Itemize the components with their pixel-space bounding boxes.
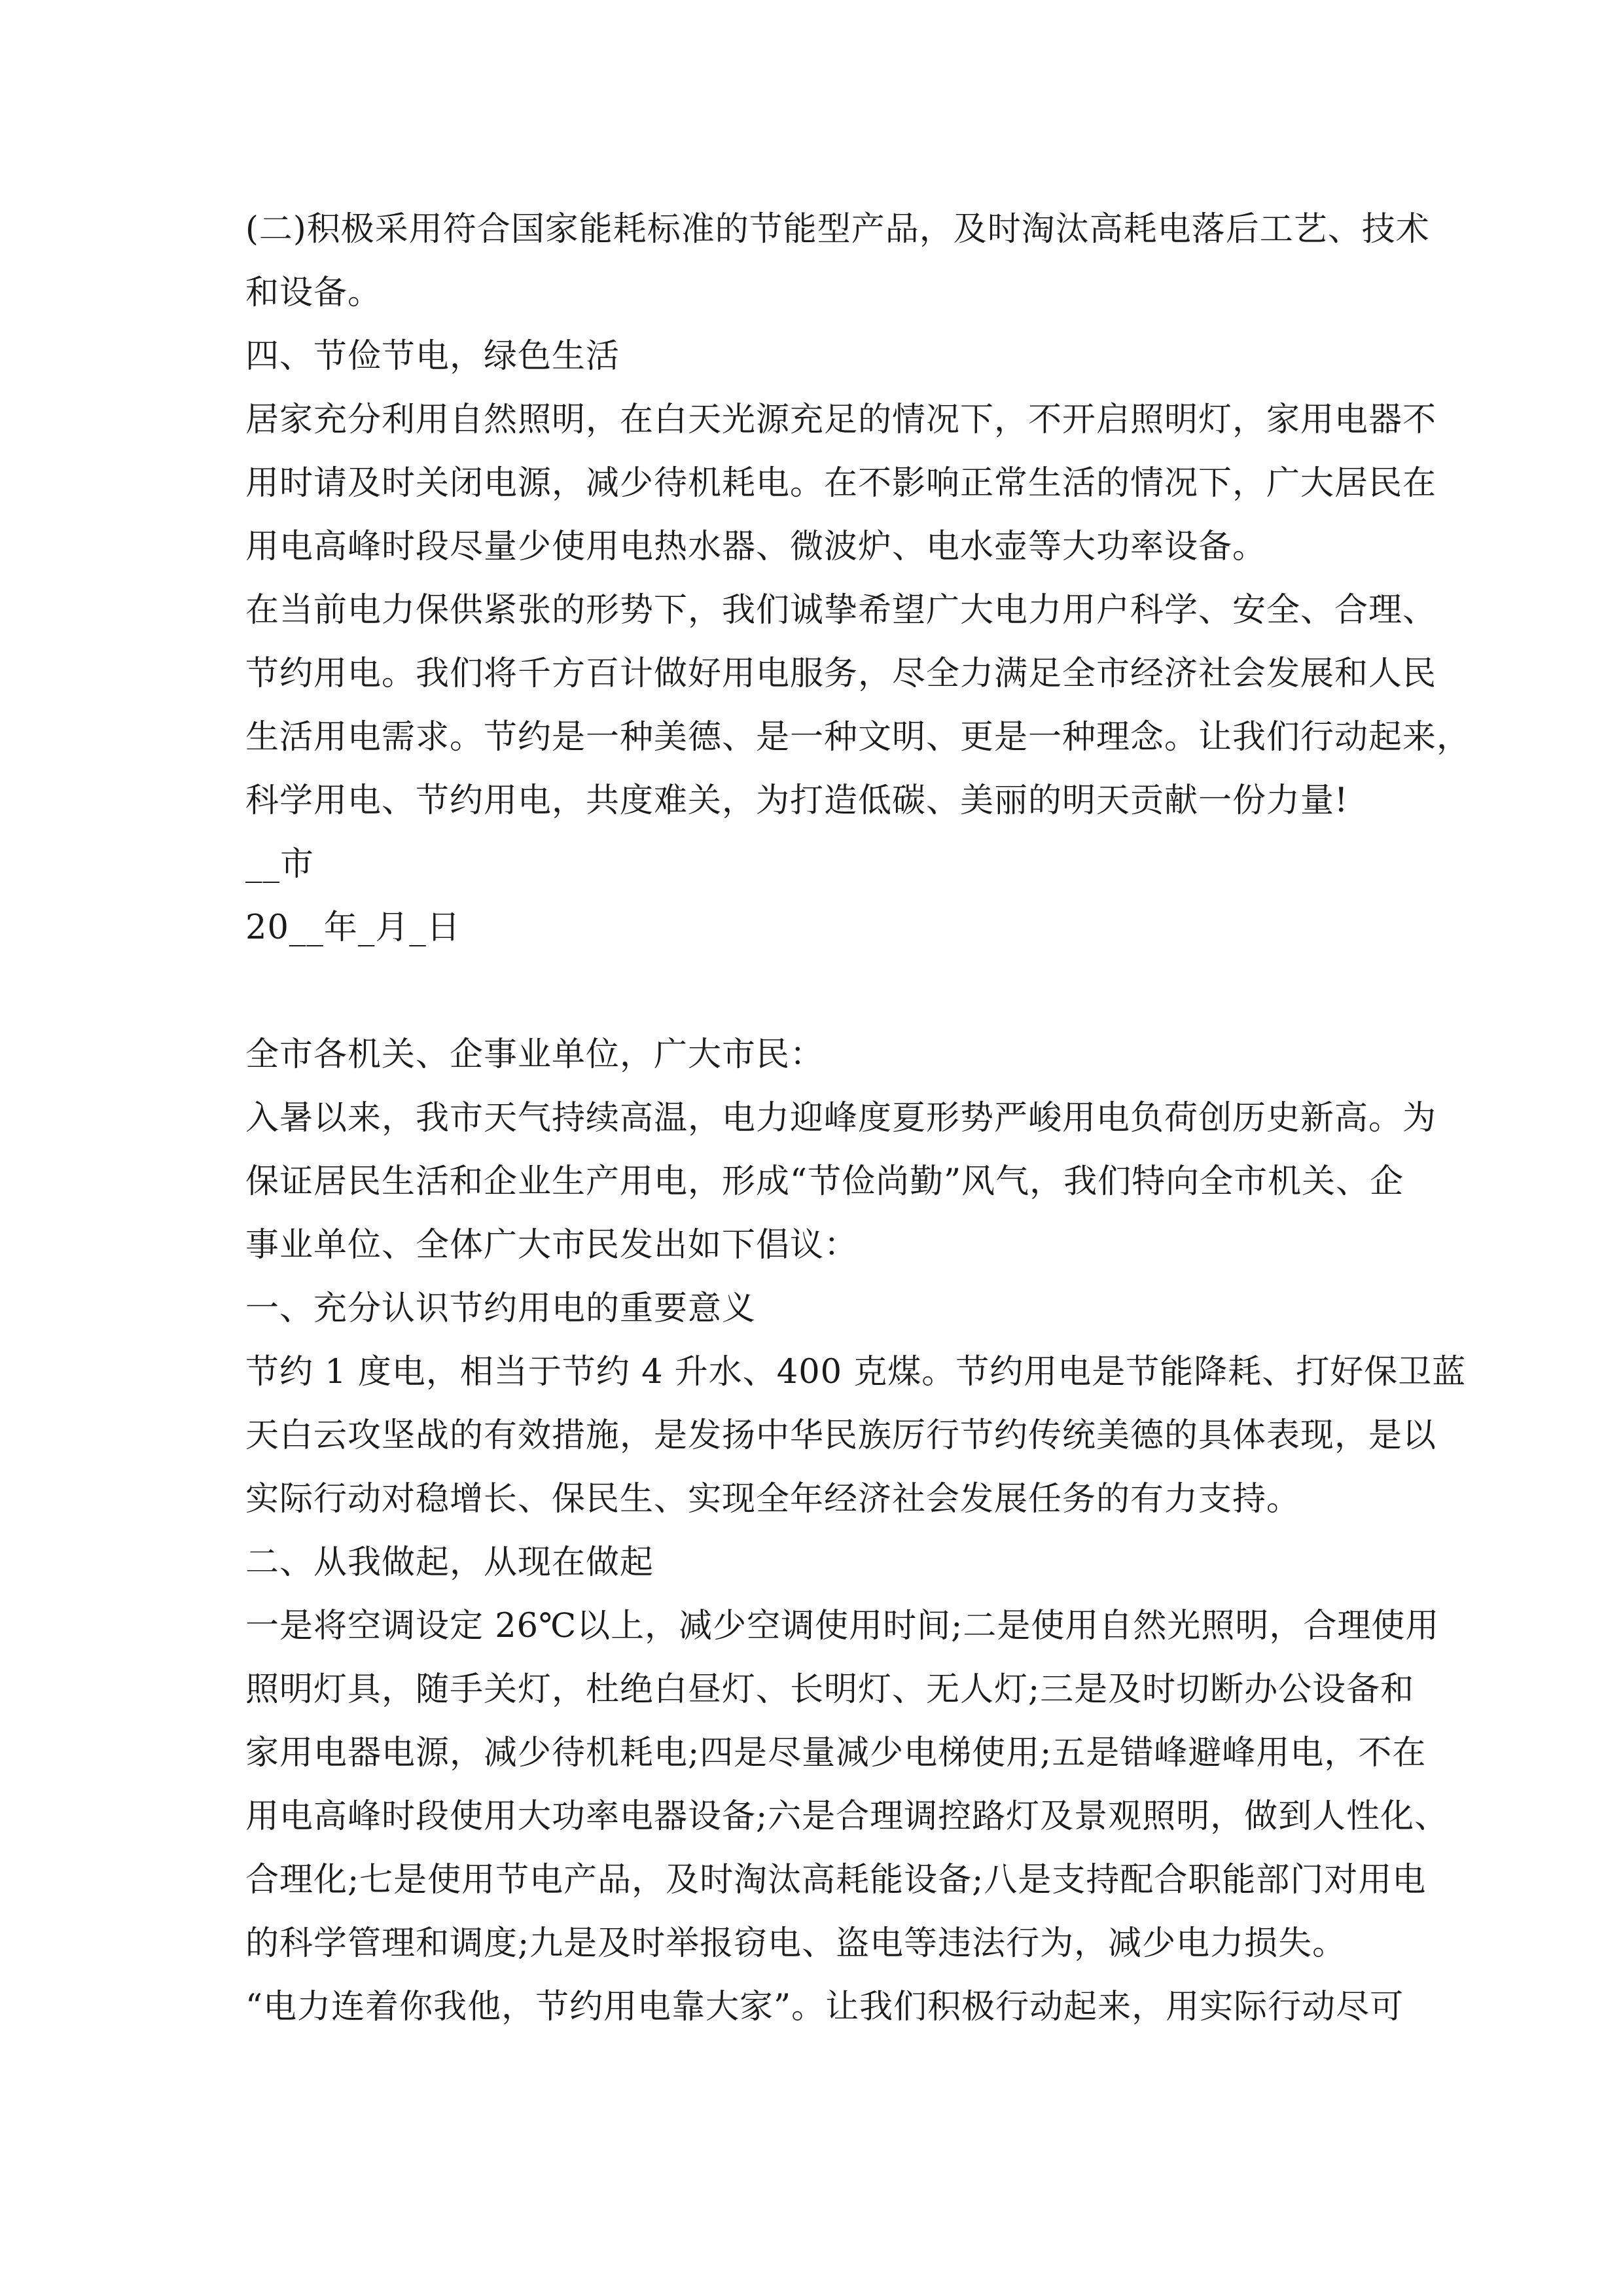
signature-date: 20__年_月_日 — [245, 908, 461, 947]
paragraph-line: 节约 1 度电，相当于节约 4 升水、400 克煤。节约用电是节能降耗、打好保卫蓝 — [245, 1353, 1467, 1391]
paragraph-line: 用电高峰时段尽量少使用电热水器、微波炉、电水壶等大功率设备。 — [245, 528, 1267, 566]
paragraph-line: 用时请及时关闭电源，减少待机耗电。在不影响正常生活的情况下，广大居民在 — [245, 464, 1437, 503]
heading-four: 四、节俭节电，绿色生活 — [245, 337, 620, 376]
paragraph-line: 家用电器电源，减少待机耗电;四是尽量减少电梯使用;五是错峰避峰用电，不在 — [245, 1734, 1427, 1772]
paragraph-line: 居家充分利用自然照明，在白天光源充足的情况下，不开启照明灯，家用电器不 — [245, 401, 1437, 439]
item-two-line-2: 和设备。 — [245, 274, 382, 312]
paragraph-line: 实际行动对稳增长、保民生、实现全年经济社会发展任务的有力支持。 — [245, 1480, 1301, 1518]
paragraph-line: 用电高峰时段使用大功率电器设备;六是合理调控路灯及景观照明，做到人性化、 — [245, 1797, 1449, 1836]
paragraph-line: 生活用电需求。节约是一种美德、是一种文明、更是一种理念。让我们行动起来， — [245, 718, 1471, 757]
salutation: 全市各机关、企事业单位，广大市民： — [245, 1035, 825, 1074]
heading-one: 一、充分认识节约用电的重要意义 — [245, 1289, 757, 1328]
paragraph-line: “电力连着你我他，节约用电靠大家”。让我们积极行动起来，用实际行动尽可 — [245, 1988, 1404, 2026]
paragraph-line: 的科学管理和调度;九是及时举报窃电、盗电等违法行为，减少电力损失。 — [245, 1924, 1347, 1963]
paragraph-line: 入暑以来，我市天气持续高温，电力迎峰度夏形势严峻用电负荷创历史新高。为 — [245, 1099, 1437, 1138]
paragraph-line: 在当前电力保供紧张的形势下，我们诚挚希望广大电力用户科学、安全、合理、 — [245, 591, 1437, 630]
paragraph-line: 事业单位、全体广大市民发出如下倡议： — [245, 1226, 859, 1265]
item-two-line-1: (二)积极采用符合国家能耗标准的节能型产品，及时淘汰高耗电落后工艺、技术 — [245, 210, 1430, 249]
paragraph-line: 科学用电、节约用电，共度难关，为打造低碳、美丽的明天贡献一份力量! — [245, 781, 1349, 820]
paragraph-line: 天白云攻坚战的有效措施，是发扬中华民族厉行节约传统美德的具体表现，是以 — [245, 1416, 1437, 1455]
signature-city: __市 — [245, 845, 315, 884]
paragraph-line: 一是将空调设定 26℃以上，减少空调使用时间;二是使用自然光照明，合理使用 — [245, 1607, 1440, 1645]
paragraph-line: 照明灯具，随手关灯，杜绝白昼灯、长明灯、无人灯;三是及时切断办公设备和 — [245, 1670, 1415, 1709]
paragraph-line: 保证居民生活和企业生产用电，形成“节俭尚勤”风气，我们特向全市机关、企 — [245, 1162, 1404, 1201]
paragraph-line: 合理化;七是使用节电产品，及时淘汰高耗能设备;八是支持配合职能部门对用电 — [245, 1861, 1427, 1899]
heading-two: 二、从我做起，从现在做起 — [245, 1543, 654, 1582]
paragraph-line: 节约用电。我们将千方百计做好用电服务，尽全力满足全市经济社会发展和人民 — [245, 655, 1437, 693]
